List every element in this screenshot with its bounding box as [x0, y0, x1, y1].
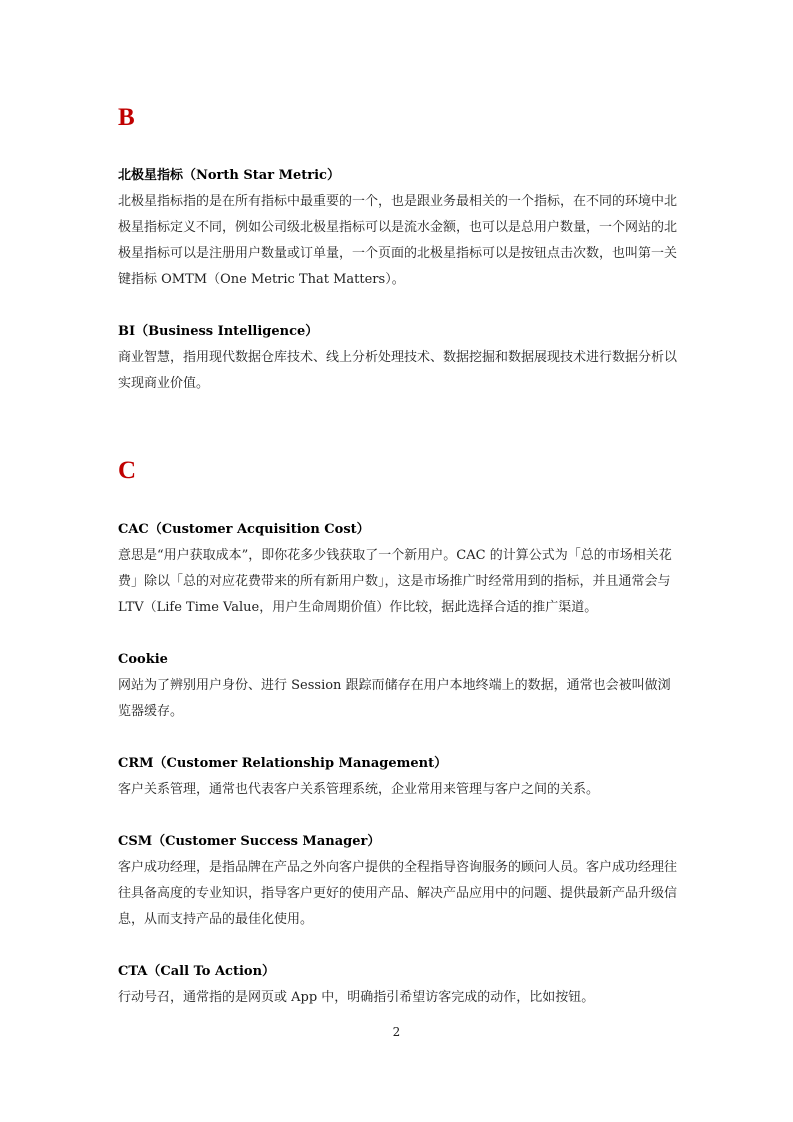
glossary-entry-crm [118, 755, 678, 803]
term-definition: 北极星指标指的是在所有指标中最重要的一个，也是跟业务最相关的一个指标，在不同的环境中北极星指标定义不同，例如公司级北极星指标可以是流水金额，也可以是总用户数量，一个网站的北极星指标可以是注册用户数量或订单量，一个页面的北极星指标可以是按钮点击次数，也叫第一关键指标 OMTM（One Metric That Matters）。 [118, 194, 678, 287]
term-definition: 商业智慧，指用现代数据仓库技术、线上分析处理技术、数据挖掘和数据展现技术进行数据分析以实现商业价值。 [118, 350, 678, 391]
term-title: BI（Business Intelligence） [118, 324, 319, 339]
term-title: 北极星指标（North Star Metric） [118, 168, 340, 183]
term-title: CTA（Call To Action） [118, 964, 276, 979]
term-definition: 意思是“用户获取成本”，即你花多少钱获取了一个新用户。CAC 的计算公式为「总的市场相关花费」除以「总的对应花费带来的所有新用户数」，这是市场推广时经常用到的指标，并且通常会与 LTV（Life Time Value，用户生命周期价值）作比较，据此选择合适的推广渠道。 [118, 548, 672, 615]
term-title: Cookie [118, 652, 168, 667]
glossary-entry-bi [118, 323, 678, 397]
section-letter-b: B [118, 104, 135, 131]
glossary-entry-north-star-metric [118, 167, 678, 293]
term-title: CSM（Customer Success Manager） [118, 834, 381, 849]
term-title: CRM（Customer Relationship Management） [118, 756, 448, 771]
glossary-entry-cta [118, 963, 678, 1011]
term-definition: 网站为了辨别用户身份、进行 Session 跟踪而储存在用户本地终端上的数据，通常也会被叫做浏览器缓存。 [118, 678, 671, 719]
term-definition: 客户关系管理，通常也代表客户关系管理系统，企业常用来管理与客户之间的关系。 [118, 782, 600, 797]
glossary-entry-cac [118, 521, 678, 621]
term-definition: 行动号召，通常指的是网页或 App 中，明确指引希望访客完成的动作，比如按钮。 [118, 990, 595, 1005]
section-letter-c: C [118, 457, 137, 484]
glossary-entry-cookie [118, 651, 678, 725]
page-number: 2 [392, 1025, 401, 1039]
glossary-entry-csm [118, 833, 678, 933]
term-definition: 客户成功经理，是指品牌在产品之外向客户提供的全程指导咨询服务的顾问人员。客户成功经理往往具备高度的专业知识，指导客户更好的使用产品、解决产品应用中的问题、提供最新产品升级信息，从而支持产品的最佳化使用。 [118, 860, 678, 927]
term-title: CAC（Customer Acquisition Cost） [118, 522, 370, 537]
